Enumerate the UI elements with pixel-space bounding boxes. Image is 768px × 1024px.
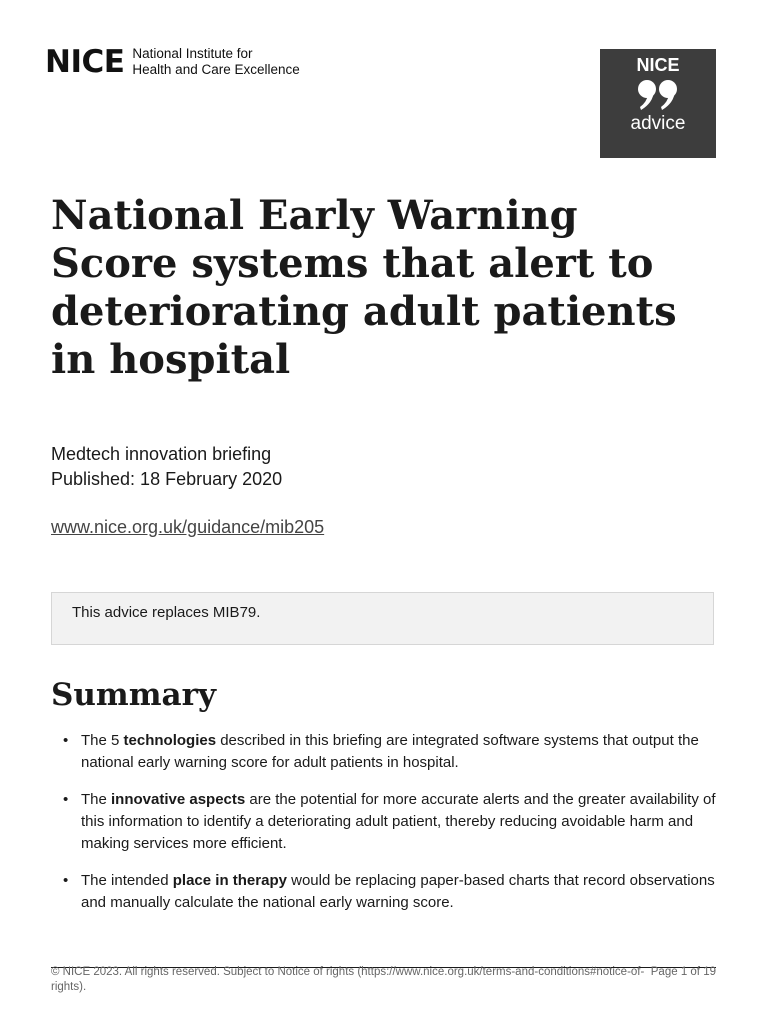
replacement-notice-text: This advice replaces MIB79. [72, 604, 261, 621]
document-type: Medtech innovation briefing [51, 444, 272, 464]
badge-label-bottom: advice [630, 113, 686, 134]
guidance-link[interactable]: www.nice.org.uk/guidance/mib205 [51, 517, 325, 537]
summary-item-post: would be replacing paper-based charts that record observations and manually calculate the national early warning score. [81, 872, 715, 911]
nice-logo [45, 43, 300, 80]
logo-tagline [132, 46, 299, 78]
summary-item-bold: place in therapy [172, 872, 287, 889]
badge-label-top: NICE [636, 55, 680, 75]
nice-advice-badge [600, 49, 716, 158]
summary-item-pre: The [81, 791, 112, 808]
summary-item-pre: The intended [81, 872, 173, 889]
footer-copyright: © NICE 2023. All rights reserved. Subject to Notice of rights (https://www.nice.org.uk/terms-and-conditions#notice-of-rights). [51, 966, 645, 993]
logo-wordmark: NICE [45, 43, 125, 80]
list-item [51, 789, 721, 855]
page-title: National Early Warning Score systems that alert to deteriorating adult patients in hospital [51, 192, 677, 383]
summary-list [51, 730, 721, 929]
replacement-notice [51, 592, 714, 645]
summary-item-pre: The 5 [81, 732, 124, 749]
document-meta [51, 442, 282, 492]
published-date: Published: 18 February 2020 [51, 469, 283, 489]
page-number: Page 1 of 19 [650, 966, 716, 978]
summary-item-bold: innovative aspects [111, 791, 246, 808]
logo-tagline-line1: National Institute for [132, 46, 253, 61]
summary-item-post: described in this briefing are integrated software systems that output the national early warning score for adult patients in hospital. [81, 732, 699, 771]
summary-item-bold: technologies [123, 732, 217, 749]
list-item [51, 870, 721, 914]
bullet-icon: • [63, 872, 69, 889]
bullet-icon: • [63, 791, 69, 808]
summary-heading: Summary [51, 677, 216, 713]
logo-tagline-line2: Health and Care Excellence [132, 62, 300, 77]
quote-icon [636, 79, 680, 111]
summary-item-post: are the potential for more accurate alerts and the greater availability of this information to identify a deteriorating adult patient, thereby reducing avoidable harm and making services more efficient. [81, 791, 716, 852]
bullet-icon: • [63, 732, 69, 749]
list-item [51, 730, 721, 774]
